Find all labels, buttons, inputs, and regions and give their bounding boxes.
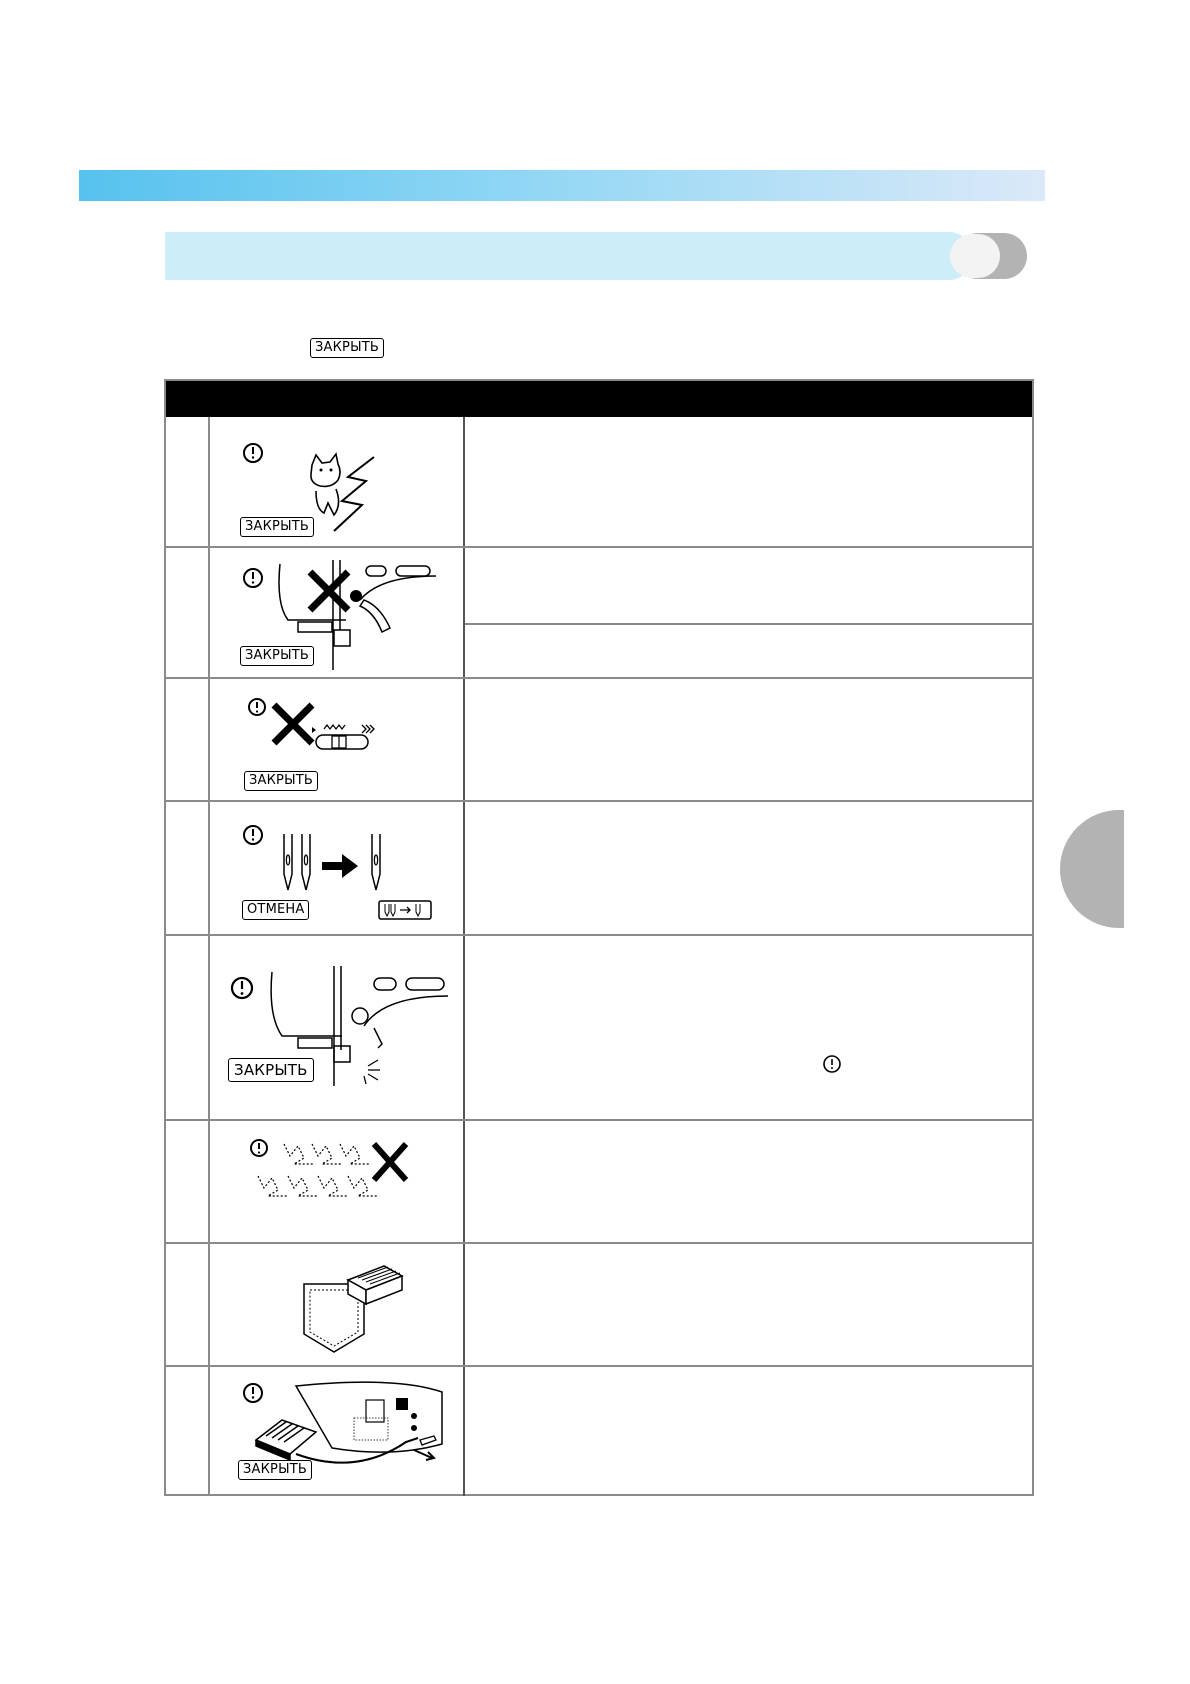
row-separator — [166, 1365, 1032, 1367]
row-separator — [166, 800, 1032, 802]
twin-to-single-needle-key — [378, 900, 434, 922]
lcd-screen-foot-controller — [236, 1378, 446, 1488]
subsection-heading-bar — [165, 232, 973, 280]
row-separator — [166, 1119, 1032, 1121]
lcd-screen-speed-slider — [240, 693, 440, 793]
lcd-screen-twin-needle — [236, 820, 436, 930]
close-key: ЗАКРЫТЬ — [240, 646, 314, 666]
single-needle-icon — [372, 834, 380, 890]
column-separator — [208, 417, 210, 1496]
cancel-key: ОТМЕНА — [242, 900, 309, 920]
section-heading-bar — [79, 170, 1045, 201]
pocket-icon — [300, 1262, 410, 1352]
close-key: ЗАКРЫТЬ — [228, 1058, 314, 1082]
stitch-pattern-icon — [246, 1136, 426, 1216]
memory-card-icon — [348, 1266, 402, 1304]
row-separator — [166, 934, 1032, 936]
lcd-screen-presser-foot — [236, 560, 436, 670]
warning-icon — [822, 1054, 842, 1074]
arrow-right-icon — [322, 854, 358, 878]
flash-icon — [364, 1060, 380, 1084]
close-key: ЗАКРЫТЬ — [238, 1460, 312, 1480]
lcd-screen-memory-card — [300, 1262, 410, 1352]
close-key: ЗАКРЫТЬ — [310, 338, 384, 358]
column-separator — [463, 417, 465, 1496]
lcd-screen-stitch-pattern — [246, 1136, 426, 1216]
row-sub-separator — [465, 623, 1032, 625]
close-key: ЗАКРЫТЬ — [244, 771, 318, 791]
row-separator — [166, 1242, 1032, 1244]
row-separator — [166, 677, 1032, 679]
error-message-table — [164, 379, 1034, 1496]
subsection-pill-highlight — [950, 234, 1000, 278]
row-separator — [166, 546, 1032, 548]
lcd-screen-needle-position — [228, 966, 448, 1086]
lcd-screen-cat — [236, 435, 436, 545]
table-header — [166, 381, 1032, 417]
close-key: ЗАКРЫТЬ — [240, 517, 314, 537]
chapter-tab — [1060, 810, 1124, 928]
